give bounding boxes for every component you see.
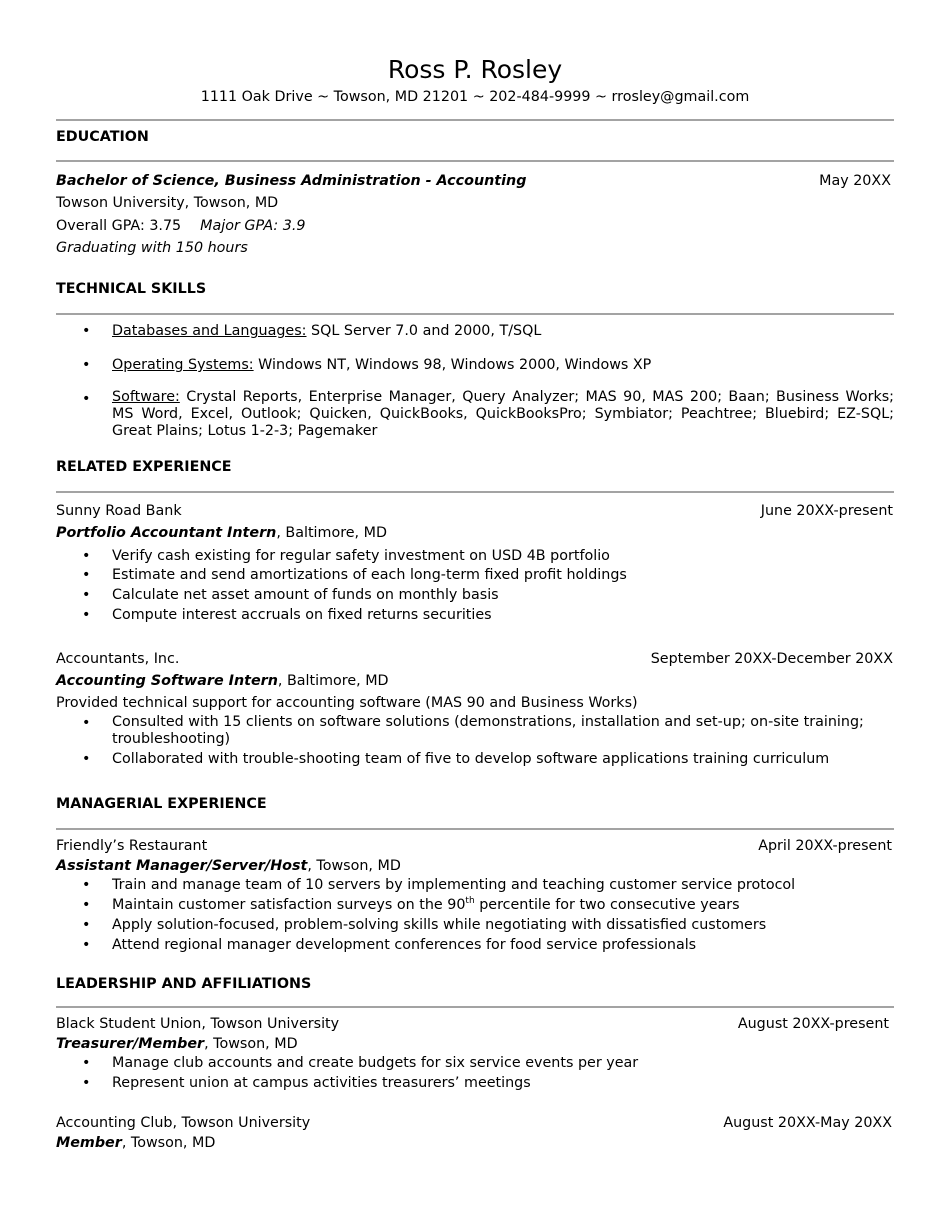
managerial-divider [56, 828, 894, 830]
skill-label: Software: [112, 389, 180, 405]
skill-item-databases [112, 324, 541, 338]
job-bullet: Collaborated with trouble-shooting team of five to develop software applications training curriculum [112, 751, 830, 767]
affiliation-date: August 20XX-May 20XX [723, 1115, 892, 1131]
affiliation-title: Treasurer/Member [56, 1036, 205, 1052]
affiliation-bullet: Manage club accounts and create budgets for six service events per year [112, 1055, 639, 1071]
degree-title: Bachelor of Science, Business Administration - Accounting [56, 173, 527, 189]
affiliation-title-line [56, 1136, 215, 1150]
job-bullet: Attend regional manager development conferences for food service professionals [112, 937, 697, 953]
bullet-marker: • [82, 567, 91, 583]
ordinal-suffix: th [465, 896, 475, 906]
bullet-text-tail: percentile for two consecutive years [474, 897, 740, 913]
job-title-line [56, 526, 387, 540]
skill-label: Databases and Languages: [112, 323, 307, 339]
job-location: , Baltimore, MD [277, 673, 389, 689]
job-date: April 20XX-present [758, 838, 892, 854]
graduation-note: Graduating with 150 hours [56, 240, 248, 256]
bullet-text: Maintain customer satisfaction surveys on the 90 [112, 897, 466, 913]
affiliation-location: , Towson, MD [121, 1135, 216, 1151]
job-bullet: Calculate net asset amount of funds on monthly basis [112, 587, 499, 603]
bullet-marker: • [82, 323, 91, 339]
contact-line: 1111 Oak Drive ~ Towson, MD 21201 ~ 202-484-9999 ~ rrosley@gmail.com [200, 89, 750, 105]
bullet-marker: • [82, 877, 91, 893]
job-org: Friendly’s Restaurant [56, 838, 208, 854]
bullet-marker: • [82, 937, 91, 953]
bullet-marker: • [82, 1055, 91, 1071]
skill-item-software [112, 389, 894, 440]
skill-text: Crystal Reports, Enterprise Manager, Query Analyzer; MAS 90, MAS 200; Baan; Business Works; MS Word, Excel, Outlook; Quicken, QuickBooks, QuickBooksPro; Symbiator; Peachtree; Bluebird; EZ-SQL; Great Plains; Lotus 1-2-3; Pagemaker [112, 389, 894, 439]
education-divider [56, 160, 894, 162]
skill-text: SQL Server 7.0 and 2000, T/SQL [306, 323, 542, 339]
affiliation-location: , Towson, MD [204, 1036, 298, 1052]
affiliation-org: Black Student Union, Towson University [56, 1016, 340, 1032]
bullet-marker: • [82, 357, 91, 373]
job-bullet: Consulted with 15 clients on software solutions (demonstrations, installation and set-up; on-site training; troubleshooting) [112, 714, 864, 747]
managerial-heading: MANAGERIAL EXPERIENCE [56, 796, 267, 812]
bullet-marker: • [82, 391, 91, 407]
header-divider [56, 119, 894, 121]
related-heading: RELATED EXPERIENCE [56, 459, 232, 475]
job-title-line [56, 674, 389, 688]
affiliation-title-line [56, 1037, 298, 1051]
resume-name: Ross P. Rosley [387, 55, 563, 84]
school-name: Towson University, Towson, MD [56, 195, 279, 211]
job-date: June 20XX-present [760, 503, 893, 519]
job-title-line [56, 859, 401, 873]
bullet-marker: • [82, 587, 91, 603]
skills-divider [56, 313, 894, 315]
bullet-marker: • [82, 715, 91, 731]
overall-gpa: Overall GPA: 3.75 [56, 218, 182, 234]
skills-heading: TECHNICAL SKILLS [56, 281, 207, 297]
related-divider [56, 491, 894, 493]
job-title: Assistant Manager/Server/Host [56, 858, 308, 874]
leadership-divider [56, 1006, 894, 1008]
skill-item-os [112, 358, 651, 372]
job-date: September 20XX-December 20XX [650, 651, 893, 667]
skill-label: Operating Systems: [112, 357, 254, 373]
skill-text: Windows NT, Windows 98, Windows 2000, Windows XP [253, 357, 652, 373]
bullet-marker: • [82, 897, 91, 913]
bullet-marker: • [82, 917, 91, 933]
gpa-line [56, 219, 306, 233]
job-bullet: Estimate and send amortizations of each long-term fixed profit holdings [112, 567, 627, 583]
bullet-marker: • [82, 548, 91, 564]
job-location: , Baltimore, MD [276, 525, 387, 541]
job-bullet: Apply solution-focused, problem-solving skills while negotiating with dissatisfied customers [112, 917, 767, 933]
leadership-heading: LEADERSHIP AND AFFILIATIONS [56, 976, 312, 992]
affiliation-bullet: Represent union at campus activities treasurers’ meetings [112, 1075, 531, 1091]
job-location: , Towson, MD [307, 858, 401, 874]
job-title: Accounting Software Intern [56, 673, 278, 689]
affiliation-org: Accounting Club, Towson University [56, 1115, 311, 1131]
major-gpa: Major GPA: 3.9 [200, 218, 306, 234]
degree-date: May 20XX [819, 173, 891, 189]
job-title: Portfolio Accountant Intern [56, 525, 277, 541]
job-bullet [112, 898, 740, 912]
job-bullet: Train and manage team of 10 servers by implementing and teaching customer service protocol [112, 877, 796, 893]
job-org: Accountants, Inc. [56, 651, 180, 667]
job-org: Sunny Road Bank [56, 503, 182, 519]
bullet-marker: • [82, 751, 91, 767]
education-heading: EDUCATION [56, 129, 149, 145]
bullet-marker: • [82, 1075, 91, 1091]
bullet-marker: • [82, 607, 91, 623]
affiliation-date: August 20XX-present [737, 1016, 889, 1032]
job-bullet: Compute interest accruals on fixed returns securities [112, 607, 492, 623]
job-bullet: Verify cash existing for regular safety investment on USD 4B portfolio [112, 548, 610, 564]
job-summary: Provided technical support for accounting software (MAS 90 and Business Works) [56, 695, 638, 711]
affiliation-title: Member [56, 1135, 122, 1151]
